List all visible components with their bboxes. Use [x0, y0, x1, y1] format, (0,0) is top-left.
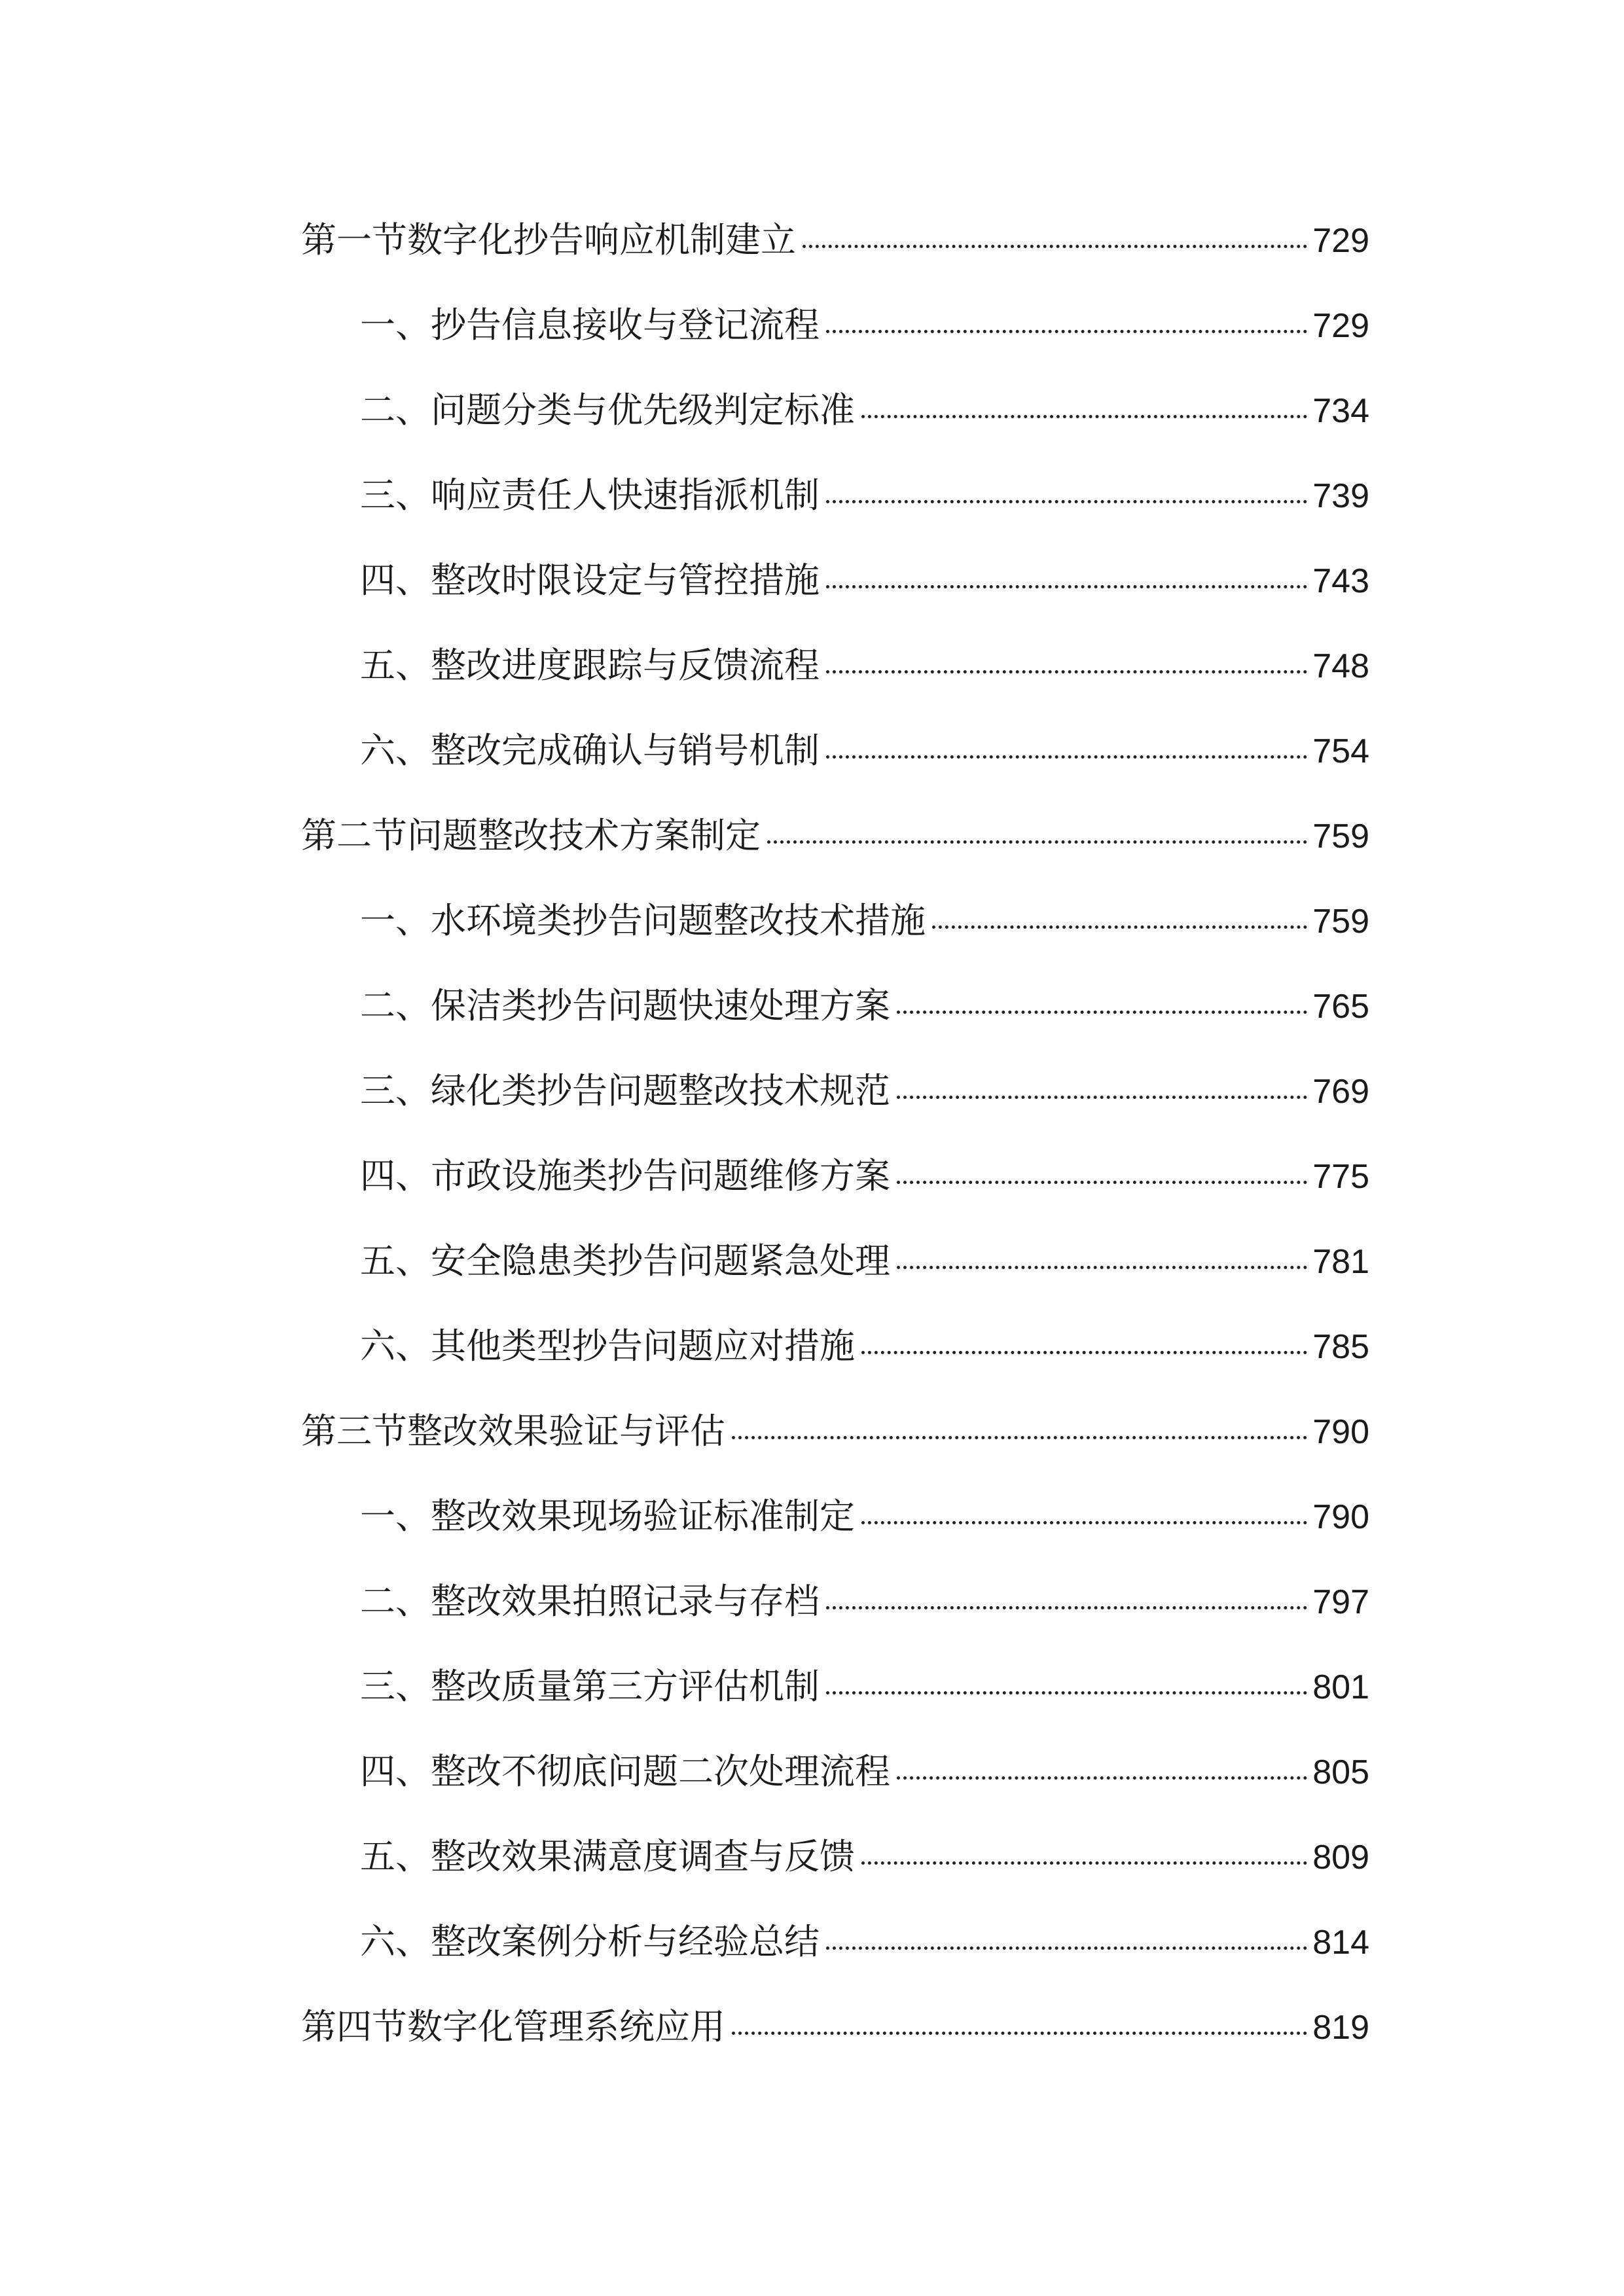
- toc-page-number: 739: [1312, 477, 1369, 515]
- toc-entry-title: 四、整改不彻底问题二次处理流程: [360, 1751, 890, 1792]
- toc-dot-leader: [826, 755, 1307, 759]
- toc-entry-title: 五、安全隐患类抄告问题紧急处理: [360, 1240, 890, 1282]
- toc-dot-leader: [826, 670, 1307, 673]
- toc-entry-title: 第二节问题整改技术方案制定: [301, 815, 761, 856]
- toc-dot-leader: [732, 1436, 1307, 1439]
- toc-page-number: 729: [1312, 307, 1369, 345]
- toc-entry-subsection[interactable]: [301, 1219, 1369, 1304]
- toc-entry-title: 第一节数字化抄告响应机制建立: [301, 219, 796, 260]
- toc-page-number: 769: [1312, 1073, 1369, 1111]
- toc-dot-leader: [826, 585, 1307, 588]
- toc-entry-subsection[interactable]: [301, 1559, 1369, 1644]
- toc-dot-leader: [826, 1606, 1307, 1609]
- toc-entry-subsection[interactable]: [301, 368, 1369, 453]
- toc-entry-subsection[interactable]: [301, 1814, 1369, 1899]
- toc-page-number: 814: [1312, 1924, 1369, 1962]
- toc-entry-section-2[interactable]: [301, 793, 1369, 878]
- toc-entry-title: 第三节整改效果验证与评估: [301, 1410, 725, 1452]
- toc-entry-title: 一、水环境类抄告问题整改技术措施: [360, 900, 926, 941]
- toc-page-number: 775: [1312, 1158, 1369, 1196]
- toc-page-number: 819: [1312, 2009, 1369, 2047]
- toc-entry-section-4[interactable]: [301, 1984, 1369, 2070]
- toc-dot-leader: [826, 500, 1307, 503]
- toc-entry-subsection[interactable]: [301, 708, 1369, 793]
- toc-entry-title: 六、整改完成确认与销号机制: [360, 730, 820, 771]
- toc-entry-title: 三、响应责任人快速指派机制: [360, 475, 820, 516]
- toc-entry-subsection[interactable]: [301, 538, 1369, 623]
- toc-dot-leader: [897, 1096, 1307, 1099]
- toc-page-number: 765: [1312, 988, 1369, 1026]
- toc-page-number: 729: [1312, 222, 1369, 260]
- toc-entry-section-1[interactable]: [301, 198, 1369, 283]
- toc-dot-leader: [861, 1861, 1307, 1865]
- toc-dot-leader: [767, 840, 1307, 844]
- toc-page-number: 781: [1312, 1243, 1369, 1281]
- toc-dot-leader: [861, 1521, 1307, 1524]
- toc-entry-title: 六、整改案例分析与经验总结: [360, 1921, 820, 1962]
- toc-entry-subsection[interactable]: [301, 1134, 1369, 1219]
- toc-dot-leader: [897, 1776, 1307, 1780]
- toc-entry-subsection[interactable]: [301, 1474, 1369, 1559]
- toc-page-number: 759: [1312, 903, 1369, 941]
- toc-dot-leader: [803, 245, 1307, 248]
- toc-page-number: 754: [1312, 732, 1369, 770]
- toc-page-number: 790: [1312, 1498, 1369, 1536]
- toc-entry-subsection[interactable]: [301, 283, 1369, 368]
- toc-entry-title: 二、整改效果拍照记录与存档: [360, 1581, 820, 1622]
- toc-entry-subsection[interactable]: [301, 963, 1369, 1049]
- toc-entry-title: 二、问题分类与优先级判定标准: [360, 389, 855, 431]
- toc-entry-subsection[interactable]: [301, 1304, 1369, 1389]
- table-of-contents: [301, 198, 1369, 2070]
- toc-entry-title: 六、其他类型抄告问题应对措施: [360, 1325, 855, 1367]
- toc-dot-leader: [826, 1946, 1307, 1950]
- toc-page-number: 748: [1312, 647, 1369, 685]
- toc-page-number: 759: [1312, 817, 1369, 855]
- toc-page-number: 734: [1312, 392, 1369, 430]
- toc-dot-leader: [826, 330, 1307, 333]
- toc-page-number: 805: [1312, 1753, 1369, 1791]
- toc-entry-title: 四、市政设施类抄告问题维修方案: [360, 1155, 890, 1196]
- toc-entry-subsection[interactable]: [301, 1644, 1369, 1729]
- toc-page-number: 790: [1312, 1413, 1369, 1451]
- toc-entry-subsection[interactable]: [301, 1049, 1369, 1134]
- toc-entry-title: 五、整改效果满意度调查与反馈: [360, 1836, 855, 1877]
- toc-entry-section-3[interactable]: [301, 1389, 1369, 1474]
- toc-page-number: 809: [1312, 1839, 1369, 1876]
- toc-dot-leader: [861, 1351, 1307, 1354]
- toc-page-number: 797: [1312, 1583, 1369, 1621]
- toc-entry-title: 五、整改进度跟踪与反馈流程: [360, 645, 820, 686]
- toc-entry-title: 一、整改效果现场验证标准制定: [360, 1496, 855, 1537]
- toc-entry-subsection[interactable]: [301, 1729, 1369, 1814]
- toc-entry-subsection[interactable]: [301, 1899, 1369, 1984]
- toc-entry-title: 三、整改质量第三方评估机制: [360, 1666, 820, 1707]
- toc-entry-title: 四、整改时限设定与管控措施: [360, 560, 820, 601]
- toc-dot-leader: [732, 2032, 1307, 2035]
- toc-entry-title: 第四节数字化管理系统应用: [301, 2006, 725, 2047]
- toc-dot-leader: [897, 1011, 1307, 1014]
- toc-entry-subsection[interactable]: [301, 878, 1369, 963]
- toc-page-number: 785: [1312, 1328, 1369, 1366]
- toc-page-number: 743: [1312, 562, 1369, 600]
- toc-entry-subsection[interactable]: [301, 623, 1369, 708]
- toc-entry-title: 一、抄告信息接收与登记流程: [360, 304, 820, 346]
- toc-entry-title: 三、绿化类抄告问题整改技术规范: [360, 1070, 890, 1111]
- toc-entry-subsection[interactable]: [301, 453, 1369, 538]
- toc-dot-leader: [897, 1181, 1307, 1184]
- toc-dot-leader: [826, 1691, 1307, 1695]
- toc-dot-leader: [861, 415, 1307, 418]
- toc-page-number: 801: [1312, 1668, 1369, 1706]
- toc-entry-title: 二、保洁类抄告问题快速处理方案: [360, 985, 890, 1026]
- toc-dot-leader: [897, 1266, 1307, 1269]
- toc-dot-leader: [932, 925, 1307, 929]
